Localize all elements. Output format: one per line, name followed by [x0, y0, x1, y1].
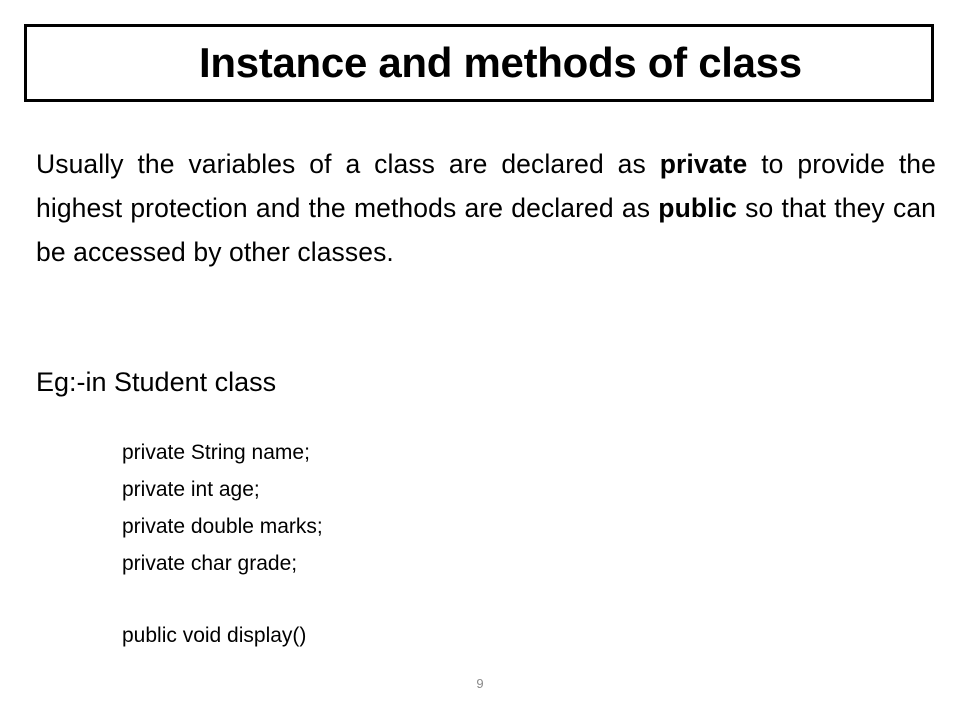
paragraph-text-1: Usually the variables of a class are declared as: [36, 149, 660, 179]
description-paragraph: [36, 142, 936, 274]
code-line: private String name;: [122, 441, 310, 464]
code-line: private double marks;: [122, 515, 323, 538]
paragraph-text-3: so that they can be accessed by other classes.: [36, 193, 936, 267]
code-block: [122, 434, 323, 654]
code-line: private int age;: [122, 478, 260, 501]
page-number: 9: [476, 676, 484, 691]
slide-title: Instance and methods of class: [199, 39, 802, 86]
keyword-public: public: [658, 193, 737, 223]
code-line: private char grade;: [122, 552, 298, 575]
paragraph-text-2: to provide the highest protection and the methods are declared as: [36, 149, 936, 223]
code-line: public void display(): [122, 624, 307, 647]
keyword-private: private: [659, 149, 748, 179]
example-label: Eg:-in Student class: [36, 367, 277, 397]
title-box: [24, 24, 934, 102]
